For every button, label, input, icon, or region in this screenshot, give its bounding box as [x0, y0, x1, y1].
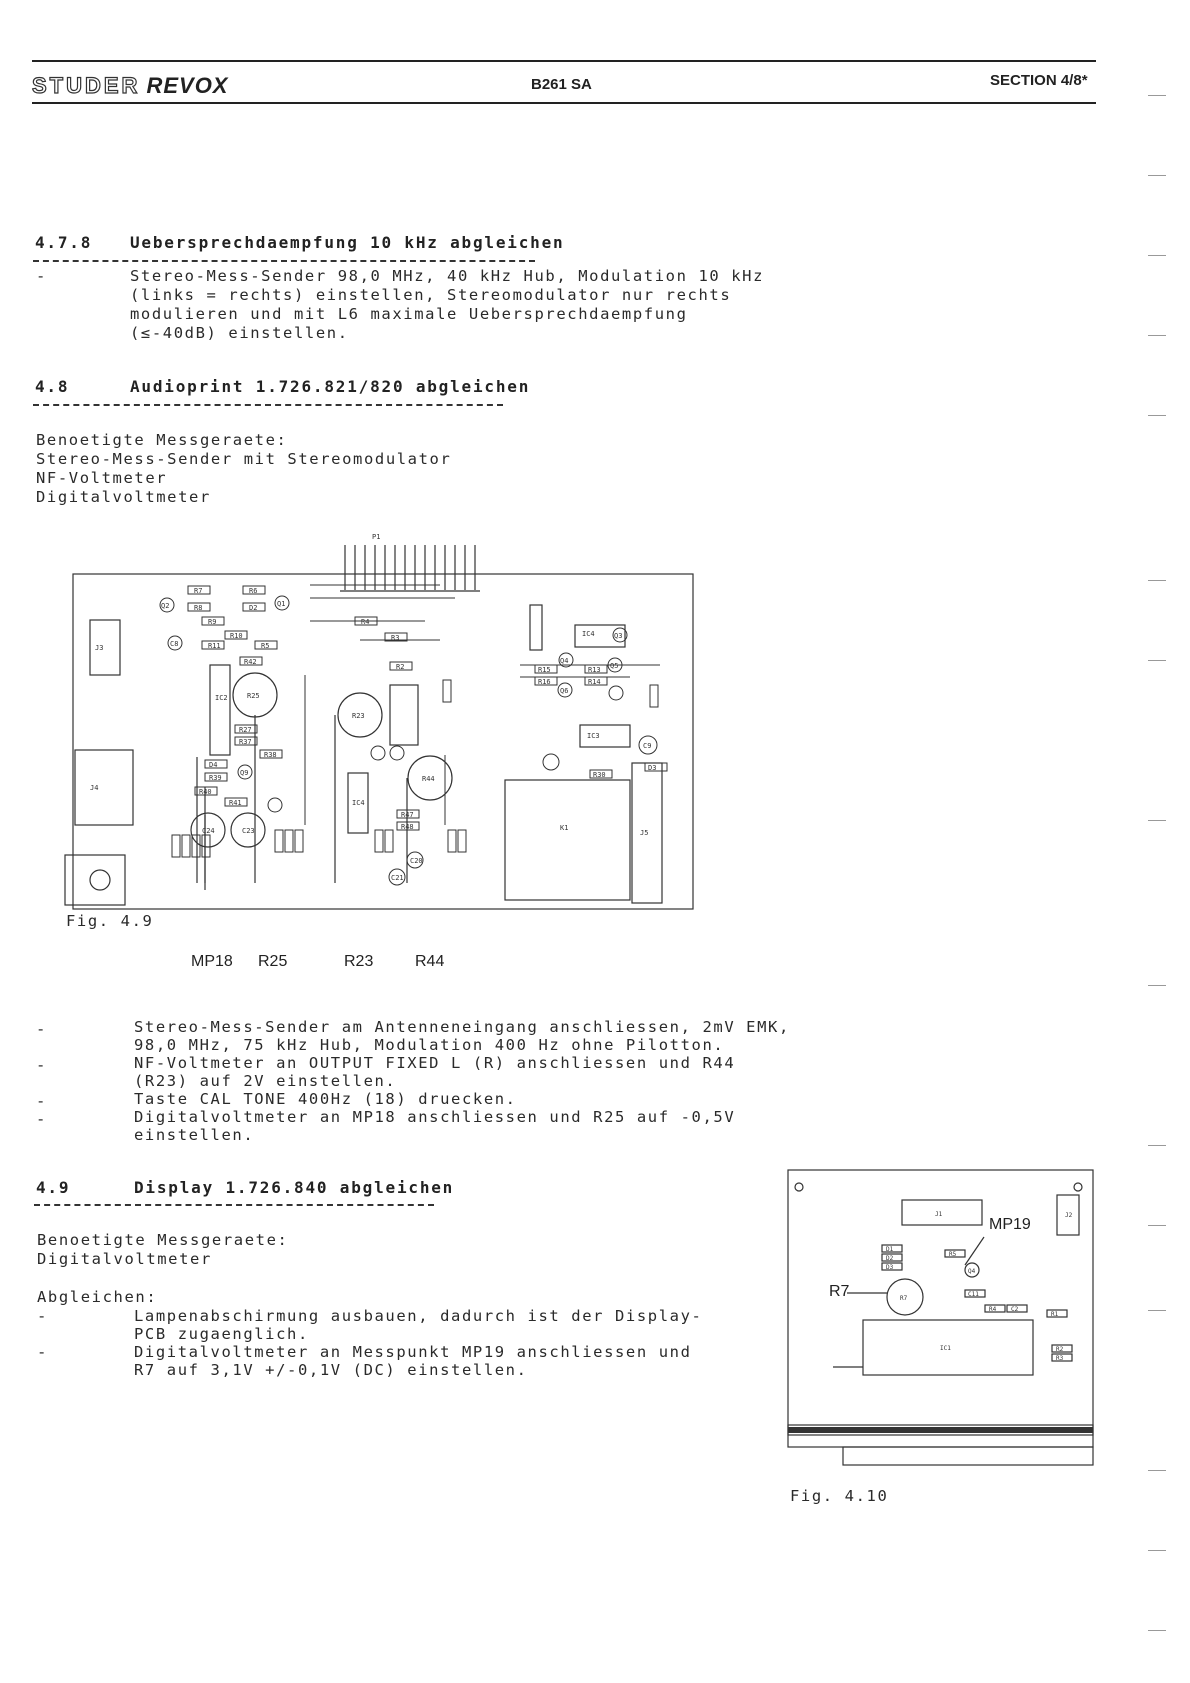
svg-text:R3: R3 — [391, 634, 400, 642]
edge-tick — [1148, 820, 1166, 821]
svg-text:R2: R2 — [1056, 1346, 1064, 1353]
sec478-bullet: - — [36, 267, 47, 285]
svg-text:IC2: IC2 — [215, 694, 228, 702]
svg-text:R2: R2 — [396, 663, 405, 671]
edge-tick — [1148, 1550, 1166, 1551]
svg-text:Q4: Q4 — [968, 1268, 976, 1275]
svg-text:Q2: Q2 — [161, 602, 170, 610]
svg-text:J4: J4 — [90, 784, 99, 792]
edge-tick — [1148, 1630, 1166, 1631]
header-top-rule — [32, 60, 1096, 62]
svg-text:C9: C9 — [643, 742, 652, 750]
svg-text:IC4: IC4 — [582, 630, 595, 638]
svg-text:Q6: Q6 — [560, 687, 569, 695]
jack-j6 — [65, 855, 125, 905]
svg-text:D2: D2 — [249, 604, 258, 612]
sec48-title: Audioprint 1.726.821/820 abgleichen — [130, 377, 531, 396]
sec48-step3-line1: Taste CAL TONE 400Hz (18) druecken. — [134, 1090, 517, 1108]
fig49-label-r25: R25 — [258, 953, 288, 970]
edge-tick — [1148, 255, 1166, 256]
svg-text:R7: R7 — [194, 587, 203, 595]
edge-tick — [1148, 985, 1166, 986]
edge-tick — [1148, 1470, 1166, 1471]
figure-4-10-display-pcb — [785, 1165, 1100, 1485]
section-label: SECTION 4/8* — [990, 72, 1088, 89]
svg-text:R4: R4 — [361, 618, 370, 626]
svg-text:J3: J3 — [95, 644, 104, 652]
edge-tick — [1148, 1225, 1166, 1226]
svg-text:R38: R38 — [264, 751, 277, 759]
edge-tick — [1148, 335, 1166, 336]
svg-text:R5: R5 — [949, 1251, 957, 1258]
fig410-label-r7: R7 — [829, 1283, 850, 1300]
fig49-label-mp18: MP18 — [191, 953, 233, 970]
pcb-outline — [73, 574, 693, 909]
svg-text:R15: R15 — [538, 666, 551, 674]
sec48-step4-line2: einstellen. — [134, 1126, 255, 1144]
svg-text:Q1: Q1 — [277, 600, 286, 608]
sec478-number: 4.7.8 — [35, 233, 93, 252]
sec478-line-1: Stereo-Mess-Sender 98,0 MHz, 40 kHz Hub, Modulation 10 kHz — [130, 267, 765, 285]
sec49-step2-line1: Digitalvoltmeter an Messpunkt MP19 anschliessen und — [134, 1343, 692, 1361]
model-label: B261 SA — [531, 76, 592, 93]
svg-text:C11: C11 — [968, 1291, 979, 1298]
sec478-title: Uebersprechdaempfung 10 kHz abgleichen — [130, 233, 565, 252]
svg-text:D4: D4 — [209, 761, 218, 769]
relay-k1 — [505, 780, 630, 900]
sec48-step2-line2: (R23) auf 2V einstellen. — [134, 1072, 397, 1090]
jack-j4 — [75, 750, 133, 825]
sec48-step2-bullet: - — [36, 1056, 47, 1074]
edge-tick — [1148, 415, 1166, 416]
edge-tick — [1148, 95, 1166, 96]
svg-text:R11: R11 — [208, 642, 221, 650]
svg-text:C24: C24 — [202, 827, 215, 835]
sec49-step1-line2: PCB zugaenglich. — [134, 1325, 309, 1343]
svg-text:Q9: Q9 — [240, 769, 249, 777]
fig49-caption: Fig. 4.9 — [66, 912, 154, 930]
svg-text:R16: R16 — [538, 678, 551, 686]
fig410-caption: Fig. 4.10 — [790, 1487, 889, 1505]
svg-text:R42: R42 — [244, 658, 257, 666]
sec49-step1-line1: Lampenabschirmung ausbauen, dadurch ist der Display- — [134, 1307, 703, 1325]
label-p1: P1 — [372, 533, 381, 541]
svg-text:C21: C21 — [391, 874, 404, 882]
svg-text:R44: R44 — [422, 775, 435, 783]
svg-text:C23: C23 — [242, 827, 255, 835]
figure-4-9-pcb-diagram — [60, 525, 710, 935]
svg-text:R41: R41 — [229, 799, 242, 807]
ic2 — [210, 665, 230, 755]
sec48-equipment-heading: Benoetigte Messgeraete: — [36, 431, 288, 449]
svg-text:R23: R23 — [352, 712, 365, 720]
svg-text:R25: R25 — [247, 692, 260, 700]
sec49-number: 4.9 — [36, 1178, 71, 1197]
svg-text:R14: R14 — [588, 678, 601, 686]
display-pcb-outline — [788, 1170, 1093, 1435]
svg-text:R48: R48 — [401, 823, 414, 831]
edge-tick — [1148, 1145, 1166, 1146]
sec48-step3-bullet: - — [36, 1092, 47, 1110]
svg-text:R5: R5 — [261, 642, 270, 650]
edge-tick — [1148, 580, 1166, 581]
svg-text:R30: R30 — [593, 771, 606, 779]
svg-text:R4: R4 — [989, 1306, 997, 1313]
sec49-step1-bullet: - — [37, 1307, 48, 1325]
svg-text:C2: C2 — [1011, 1306, 1019, 1313]
brand-studer: STUDER — [32, 73, 141, 98]
fig49-label-r23: R23 — [344, 953, 374, 970]
svg-text:R7: R7 — [900, 1295, 908, 1302]
sec48-equipment-1: Stereo-Mess-Sender mit Stereomodulator — [36, 450, 452, 468]
svg-text:R6: R6 — [249, 587, 258, 595]
sec48-step1-line1: Stereo-Mess-Sender am Antenneneingang anschliessen, 2mV EMK, — [134, 1018, 790, 1036]
sec48-step4-bullet: - — [36, 1110, 47, 1128]
sec48-step2-line1: NF-Voltmeter an OUTPUT FIXED L (R) anschliessen und R44 — [134, 1054, 736, 1072]
sec478-line-2: (links = rechts) einstellen, Stereomodulator nur rechts — [130, 286, 732, 304]
sec48-step1-line2: 98,0 MHz, 75 kHz Hub, Modulation 400 Hz ohne Pilotton. — [134, 1036, 725, 1054]
svg-text:J2: J2 — [1065, 1212, 1073, 1219]
svg-text:R40: R40 — [199, 788, 212, 796]
svg-text:D1: D1 — [886, 1246, 894, 1253]
svg-text:R1: R1 — [1051, 1311, 1059, 1318]
svg-text:J1: J1 — [935, 1211, 943, 1218]
svg-text:R3: R3 — [1056, 1355, 1064, 1362]
fig49-label-r44: R44 — [415, 953, 445, 970]
svg-text:R10: R10 — [230, 632, 243, 640]
sec49-adjust-heading: Abgleichen: — [37, 1288, 158, 1306]
brand-revox: REVOX — [146, 73, 229, 98]
sec48-equipment-3: Digitalvoltmeter — [36, 488, 211, 506]
svg-text:K1: K1 — [560, 824, 569, 832]
sec48-underline — [33, 404, 503, 406]
sec48-step4-line1: Digitalvoltmeter an MP18 anschliessen und R25 auf -0,5V — [134, 1108, 736, 1126]
sec49-step2-line2: R7 auf 3,1V +/-0,1V (DC) einstellen. — [134, 1361, 528, 1379]
mp19-leader — [965, 1237, 984, 1265]
sec478-line-3: modulieren und mit L6 maximale Uebersprechdaempfung — [130, 305, 688, 323]
svg-text:C20: C20 — [410, 857, 423, 865]
sec49-step2-bullet: - — [37, 1343, 48, 1361]
svg-text:R27: R27 — [239, 726, 252, 734]
sec48-equipment-2: NF-Voltmeter — [36, 469, 168, 487]
svg-text:IC3: IC3 — [587, 732, 600, 740]
fig410-label-mp19: MP19 — [989, 1216, 1031, 1233]
connector-p1 — [340, 545, 480, 591]
svg-text:R8: R8 — [194, 604, 203, 612]
svg-text:C8: C8 — [170, 640, 179, 648]
edge-tick — [1148, 1310, 1166, 1311]
svg-text:Q3: Q3 — [614, 632, 623, 640]
sec49-equipment-1: Digitalvoltmeter — [37, 1250, 212, 1268]
svg-text:R37: R37 — [239, 738, 252, 746]
sec48-number: 4.8 — [35, 377, 70, 396]
brand-logo — [32, 73, 228, 99]
sec49-title: Display 1.726.840 abgleichen — [134, 1178, 455, 1197]
diode-d1 — [530, 605, 542, 650]
svg-text:IC4: IC4 — [352, 799, 365, 807]
sec478-underline — [33, 260, 535, 262]
svg-text:Q4: Q4 — [560, 657, 569, 665]
svg-text:D3: D3 — [648, 764, 657, 772]
svg-text:D3: D3 — [886, 1264, 894, 1271]
header-bottom-rule — [32, 102, 1096, 104]
svg-text:J5: J5 — [640, 829, 649, 837]
sec49-underline — [34, 1204, 434, 1206]
edge-tick — [1148, 660, 1166, 661]
sec478-line-4: (≤-40dB) einstellen. — [130, 324, 349, 342]
svg-text:IC1: IC1 — [940, 1345, 951, 1352]
edge-tick — [1148, 175, 1166, 176]
svg-text:D2: D2 — [886, 1255, 894, 1262]
svg-text:R47: R47 — [401, 811, 414, 819]
svg-text:R13: R13 — [588, 666, 601, 674]
svg-text:R39: R39 — [209, 774, 222, 782]
svg-text:R9: R9 — [208, 618, 217, 626]
sec49-equipment-heading: Benoetigte Messgeraete: — [37, 1231, 289, 1249]
sec48-step1-bullet: - — [36, 1020, 47, 1038]
svg-text:Q5: Q5 — [610, 662, 619, 670]
